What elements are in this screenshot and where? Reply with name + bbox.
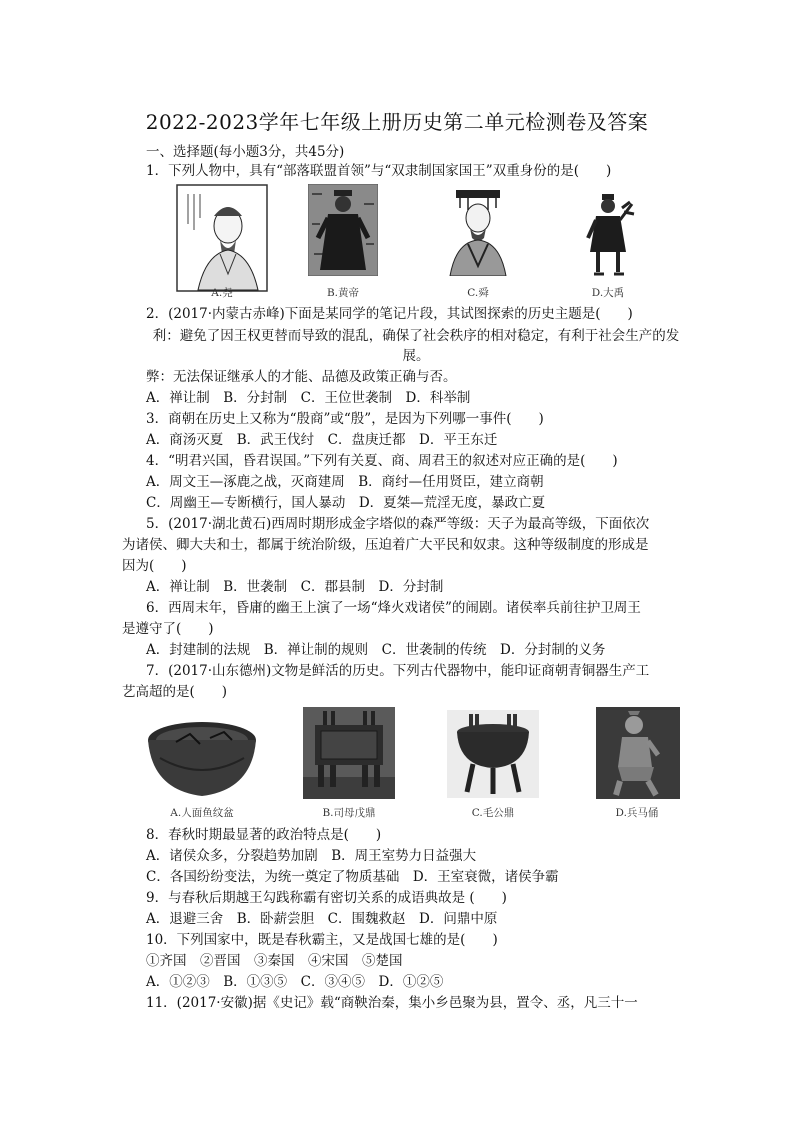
q2-note-pros: 利：避免了因王权更替而导致的混乱，确保了社会秩序的相对稳定，有利于社会生产的发展。 bbox=[152, 328, 680, 364]
q7-image-d bbox=[596, 707, 680, 799]
q5-stem-line2: 为诸侯、卿大夫和士，都属于统治阶级，压迫着广大平民和奴隶。这种等级制度的形成是 bbox=[122, 537, 649, 553]
q1-caption-d: D.大禹 bbox=[591, 287, 625, 299]
q5-options: A．禅让制 B．世袭制 C．郡县制 D．分封制 bbox=[146, 579, 444, 595]
q8-options-ab: A．诸侯众多，分裂趋势加剧 B．周王室势力日益强大 bbox=[146, 848, 477, 864]
section-heading: 一、选择题(每小题3分，共45分) bbox=[146, 144, 345, 160]
q7-stem-line1: 7．(2017·山东德州)文物是鲜活的历史。下列古代器物中，能印证商朝青铜器生产工 bbox=[146, 663, 650, 679]
q7-caption-c: C.毛公鼎 bbox=[471, 807, 515, 819]
q7-caption-a: A.人面鱼纹盆 bbox=[170, 807, 234, 819]
q6-stem-line1: 6．西周末年，昏庸的幽王上演了一场“烽火戏诸侯”的闹剧。诸侯率兵前往护卫周王 bbox=[146, 600, 641, 616]
q10-stem: 10．下列国家中，既是春秋霸主，又是战国七雄的是( ) bbox=[146, 932, 498, 948]
q4-stem: 4．“明君兴国，昏君误国。”下列有关夏、商、周君王的叙述对应正确的是( ) bbox=[146, 453, 618, 469]
q2-stem: 2．(2017·内蒙古赤峰)下面是某同学的笔记片段，其试图探索的历史主题是( ) bbox=[146, 306, 633, 322]
q8-stem: 8．春秋时期最显著的政治特点是( ) bbox=[146, 827, 382, 843]
q3-stem: 3．商朝在历史上又称为“殷商”或“殷”，是因为下列哪一事件( ) bbox=[146, 411, 544, 427]
q7-image-a bbox=[146, 718, 258, 800]
q1-image-c bbox=[446, 184, 510, 276]
q11-stem: 11．(2017·安徽)据《史记》载“商鞅治秦，集小乡邑聚为县，置令、丞，凡三十一 bbox=[146, 995, 638, 1011]
q10-items: ①齐国 ②晋国 ③秦国 ④宋国 ⑤楚国 bbox=[146, 953, 403, 969]
q9-stem: 9．与春秋后期越王勾践称霸有密切关系的成语典故是 ( ) bbox=[146, 890, 507, 906]
q1-caption-a: A.尧 bbox=[211, 287, 233, 299]
q3-options: A．商汤灭夏 B．武王伐纣 C．盘庚迁都 D．平王东迁 bbox=[146, 432, 498, 448]
q7-caption-d: D.兵马俑 bbox=[615, 807, 659, 819]
q2-note-cons: 弊：无法保证继承人的才能、品德及政策正确与否。 bbox=[146, 369, 457, 385]
q7-stem-line2: 艺高超的是( ) bbox=[122, 684, 228, 700]
q10-options: A．①②③ B．①③⑤ C．③④⑤ D．①②⑤ bbox=[146, 974, 444, 990]
q1-image-d bbox=[580, 188, 636, 276]
q6-options: A．封建制的法规 B．禅让制的规则 C．世袭制的传统 D．分封制的义务 bbox=[146, 642, 606, 658]
q7-caption-b: B.司母戊鼎 bbox=[322, 807, 376, 819]
q1-caption-b: B.黄帝 bbox=[326, 287, 360, 299]
q6-stem-line2: 是遵守了( ) bbox=[122, 621, 214, 637]
q5-stem-line3: 因为( ) bbox=[122, 558, 187, 574]
q1-image-a bbox=[176, 184, 268, 292]
q8-options-cd: C．各国纷纷变法，为统一奠定了物质基础 D．王室衰微，诸侯争霸 bbox=[146, 869, 559, 885]
q4-options-ab: A．周文王—涿鹿之战，灭商建周 B．商纣—任用贤臣，建立商朝 bbox=[146, 474, 544, 490]
q2-options: A．禅让制 B．分封制 C．王位世袭制 D．科举制 bbox=[146, 390, 471, 406]
q7-image-c bbox=[447, 710, 539, 798]
q1-image-b bbox=[308, 184, 378, 276]
q5-stem-line1: 5．(2017·湖北黄石)西周时期形成金字塔似的森严等级：天子为最高等级，下面依次 bbox=[146, 516, 650, 532]
q1-stem: 1．下列人物中，具有“部落联盟首领”与“双隶制国家国王”双重身份的是( ) bbox=[146, 163, 612, 179]
q1-caption-c: C.舜 bbox=[467, 287, 489, 299]
page-title: 2022-2023学年七年级上册历史第二单元检测卷及答案 bbox=[145, 110, 649, 134]
q4-options-cd: C．周幽王—专断横行，国人暴动 D．夏桀—荒淫无度，暴政亡夏 bbox=[146, 495, 546, 511]
q7-image-b bbox=[303, 707, 395, 799]
q9-options: A．退避三舍 B．卧薪尝胆 C．围魏救赵 D．问鼎中原 bbox=[146, 911, 498, 927]
